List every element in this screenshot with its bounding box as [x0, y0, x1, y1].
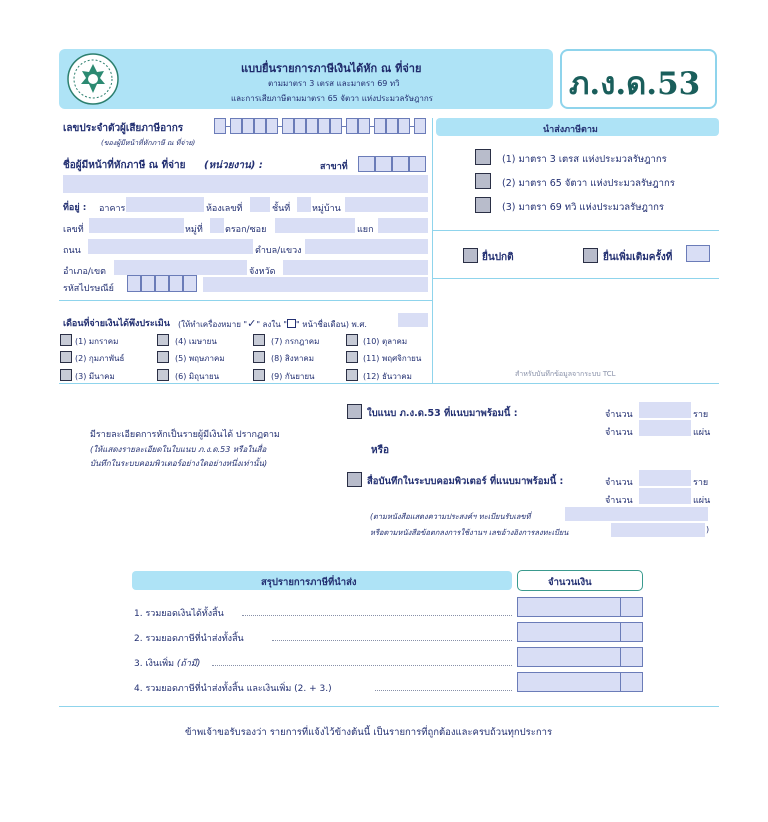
attachment-sheets-input[interactable]: [639, 420, 691, 436]
tin-input[interactable]: [214, 118, 426, 134]
village-input[interactable]: [345, 197, 428, 212]
main-divider: [432, 118, 433, 383]
month-label: (4) เมษายน: [175, 337, 217, 346]
summary-row-3-text: 3. เงินเพิ่ม: [134, 659, 175, 669]
media-items-unit: ราย: [693, 478, 709, 488]
province-input[interactable]: [283, 260, 428, 275]
normal-filing-label: ยื่นปกติ: [482, 252, 514, 263]
left-divider: [59, 300, 432, 301]
satang-divider: [620, 597, 621, 617]
attachment-items-unit: ราย: [693, 410, 709, 420]
media-sheets-count-label: จำนวน: [605, 496, 633, 506]
summary-row-3-note: (ถ้ามี): [176, 659, 201, 669]
details-left-line: มีรายละเอียดการหักเป็นรายผู้มีเงินได้ ปรากฏตาม: [90, 430, 280, 440]
name-label: ชื่อผู้มีหน้าที่หักภาษี ณ ที่จ่าย: [63, 160, 186, 171]
section-65-chatawa-label: (2) มาตรา 65 จัตวา แห่งประมวลรัษฎากร: [502, 178, 675, 189]
junction-label: แยก: [357, 225, 374, 235]
attachment-items-input[interactable]: [639, 402, 691, 418]
subdistrict-label: ตำบล/แขวง: [255, 246, 302, 256]
instruction-mid: " ลงใน ": [256, 320, 287, 329]
section-69-tawi-checkbox[interactable]: [475, 197, 491, 213]
leader-dots: [375, 690, 512, 691]
media-sheets-unit: แผ่น: [693, 496, 711, 506]
additional-filing-checkbox[interactable]: [583, 248, 598, 263]
right-divider-2: [432, 278, 719, 279]
submit-under-heading: นำส่งภาษีตาม: [543, 125, 598, 135]
building-input[interactable]: [126, 197, 204, 212]
empty-box-icon: [287, 319, 296, 328]
or-label: หรือ: [371, 445, 389, 456]
form-subtitle-1: ตามมาตรา 3 เตรส และมาตรา 69 ทวิ: [268, 79, 400, 88]
check-mark-icon: ✓: [247, 317, 257, 330]
soi-input[interactable]: [275, 218, 355, 233]
attachment-sheets-count-label: จำนวน: [605, 428, 633, 438]
certification-text: ข้าพเจ้าขอรับรองว่า รายการที่แจ้งไว้ข้างต้นนี้ เป็นรายการที่ถูกต้องและครบถ้วนทุกประการ: [185, 727, 553, 738]
postcode-label: รหัสไปรษณีย์: [63, 284, 114, 294]
section-69-tawi-label: (3) มาตรา 69 ทวิ แห่งประมวลรัษฎากร: [502, 202, 665, 213]
leader-dots: [212, 665, 512, 666]
reference-number-input[interactable]: [611, 523, 705, 537]
province-label: จังหวัด: [249, 267, 276, 277]
room-label: ห้องเลขที่: [206, 204, 243, 214]
postcode-input[interactable]: [127, 275, 197, 292]
month-checkbox[interactable]: [157, 334, 169, 346]
district-label: อำเภอ/เขต: [63, 267, 106, 277]
summary-row-1-label: 1. รวมยอดเงินได้ทั้งสิ้น: [134, 609, 224, 619]
month-label: (2) กุมภาพันธ์: [75, 354, 125, 363]
summary-row-4-label: 4. รวมยอดภาษีที่นำส่งทั้งสิ้น และเงินเพิ่ม (2. + 3.): [134, 684, 332, 694]
media-note-1: (ตามหนังสือแสดงความประสงค์ฯ ทะเบียนรับเลขที่: [370, 512, 531, 521]
address-extra-input[interactable]: [203, 277, 428, 292]
instruction-end: " หน้าชื่อเดือน) พ.ศ.: [295, 320, 367, 329]
branch-label: สาขาที่: [320, 162, 348, 172]
address-label: ที่อยู่ :: [63, 203, 87, 213]
form-code: ภ.ง.ด.53: [569, 66, 701, 102]
month-checkbox[interactable]: [60, 334, 72, 346]
computer-media-checkbox[interactable]: [347, 472, 362, 487]
additional-filing-label: ยื่นเพิ่มเติมครั้งที่: [603, 252, 673, 263]
village-label: หมู่บ้าน: [312, 204, 341, 214]
leader-dots: [242, 615, 512, 616]
month-label: (9) กันยายน: [271, 372, 315, 381]
media-sheets-input[interactable]: [639, 488, 691, 504]
revenue-department-logo: [66, 53, 120, 105]
total-tax-input[interactable]: [517, 622, 643, 642]
month-checkbox[interactable]: [253, 369, 265, 381]
month-label: (5) พฤษภาคม: [175, 354, 225, 363]
month-label: (10) ตุลาคม: [363, 337, 408, 346]
month-checkbox[interactable]: [60, 369, 72, 381]
close-paren: ): [706, 525, 710, 534]
month-checkbox[interactable]: [60, 351, 72, 363]
total-income-input[interactable]: [517, 597, 643, 617]
moo-input[interactable]: [210, 218, 224, 233]
satang-divider: [620, 622, 621, 642]
summary-bottom-line: [59, 706, 719, 707]
month-label: (8) สิงหาคม: [271, 354, 315, 363]
soi-label: ตรอก/ซอย: [225, 225, 267, 235]
summary-row-2-label: 2. รวมยอดภาษีที่นำส่งทั้งสิ้น: [134, 634, 244, 644]
month-label: (12) ธันวาคม: [363, 372, 412, 381]
details-left-note-2: บันทึกในระบบคอมพิวเตอร์อย่างใดอย่างหนึ่งเท่านั้น): [90, 459, 268, 468]
media-count-label: จำนวน: [605, 478, 633, 488]
registration-number-input[interactable]: [565, 507, 708, 521]
top-section-bottom: [59, 383, 719, 384]
details-left-note-1: (ให้แสดงรายละเอียดในใบแนบ ภ.ง.ด.53 หรือในสื่อ: [90, 445, 267, 454]
tcl-note: สำหรับบันทึกข้อมูลจากระบบ TCL: [515, 370, 616, 378]
district-input[interactable]: [114, 260, 247, 275]
junction-input[interactable]: [378, 218, 428, 233]
month-checkbox[interactable]: [346, 351, 358, 363]
attachment-count-label: จำนวน: [605, 410, 633, 420]
month-label: (1) มกราคม: [75, 337, 119, 346]
month-label: (6) มิถุนายน: [175, 372, 220, 381]
tin-note: (ของผู้มีหน้าที่หักภาษี ณ ที่จ่าย): [101, 139, 196, 147]
moo-label: หมู่ที่: [185, 225, 203, 235]
months-label: เดือนที่จ่ายเงินได้พึงประเมิน: [63, 319, 170, 329]
attachment-sheets-unit: แผ่น: [693, 428, 711, 438]
room-input[interactable]: [250, 197, 270, 212]
grand-total-input[interactable]: [517, 672, 643, 692]
section-3-tres-label: (1) มาตรา 3 เตรส แห่งประมวลรัษฎากร: [502, 154, 667, 165]
month-checkbox[interactable]: [253, 351, 265, 363]
month-checkbox[interactable]: [346, 334, 358, 346]
form-subtitle-2: และการเสียภาษีตามมาตรา 65 จัตวา แห่งประมวลรัษฎากร: [231, 94, 433, 103]
branch-input[interactable]: [358, 156, 426, 172]
surcharge-input[interactable]: [517, 647, 643, 667]
month-checkbox[interactable]: [346, 369, 358, 381]
month-checkbox[interactable]: [157, 351, 169, 363]
media-items-input[interactable]: [639, 470, 691, 486]
floor-input[interactable]: [297, 197, 311, 212]
satang-divider: [620, 647, 621, 667]
attachment-checkbox[interactable]: [347, 404, 362, 419]
media-note-2: หรือตามหนังสือข้อตกลงการใช้งานฯ เลขอ้างอิงการลงทะเบียน: [370, 528, 569, 537]
road-label: ถนน: [63, 246, 81, 256]
subdistrict-input[interactable]: [305, 239, 428, 254]
tin-label: เลขประจำตัวผู้เสียภาษีอากร: [63, 123, 184, 134]
month-label: (7) กรกฎาคม: [271, 337, 320, 346]
additional-filing-number-input[interactable]: [686, 245, 710, 262]
leader-dots: [272, 640, 512, 641]
section-3-tres-checkbox[interactable]: [475, 149, 491, 165]
building-label: อาคาร: [99, 204, 126, 214]
months-instruction: [178, 317, 367, 331]
number-label: เลขที่: [63, 225, 84, 235]
name-note: (หน่วยงาน) :: [204, 160, 263, 171]
summary-row-3-label: [134, 656, 200, 670]
buddhist-year-input[interactable]: [398, 313, 428, 327]
road-input[interactable]: [88, 239, 253, 254]
name-input[interactable]: [63, 175, 428, 193]
amount-heading: จำนวนเงิน: [548, 577, 592, 588]
month-label: (3) มีนาคม: [75, 372, 115, 381]
form-title: แบบยื่นรายการภาษีเงินได้หัก ณ ที่จ่าย: [241, 62, 422, 75]
number-input[interactable]: [89, 218, 184, 233]
section-65-chatawa-checkbox[interactable]: [475, 173, 491, 189]
instruction-start: (ให้ทำเครื่องหมาย ": [178, 320, 248, 329]
month-checkbox[interactable]: [253, 334, 265, 346]
summary-heading: สรุปรายการภาษีที่นำส่ง: [261, 577, 357, 588]
computer-media-label: สื่อบันทึกในระบบคอมพิวเตอร์ ที่แนบมาพร้อมนี้ :: [367, 476, 564, 487]
floor-label: ชั้นที่: [272, 204, 291, 214]
right-divider-1: [432, 230, 719, 231]
month-label: (11) พฤศจิกายน: [363, 354, 422, 363]
normal-filing-checkbox[interactable]: [463, 248, 478, 263]
satang-divider: [620, 672, 621, 692]
attachment-label: ใบแนบ ภ.ง.ด.53 ที่แนบมาพร้อมนี้ :: [367, 408, 518, 419]
month-checkbox[interactable]: [157, 369, 169, 381]
